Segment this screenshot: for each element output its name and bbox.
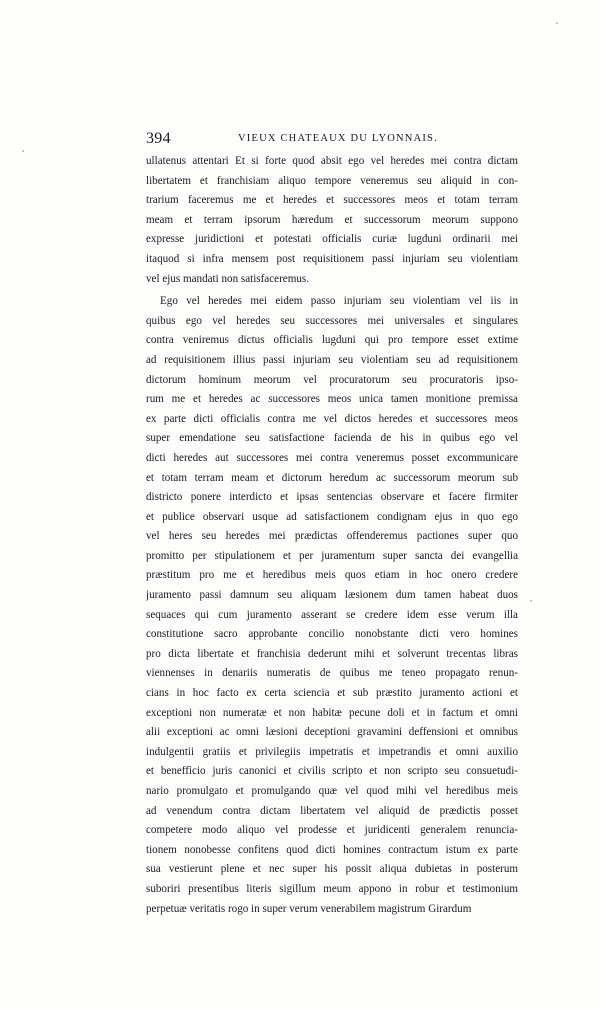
text-line: competere modo aliquo vel prodesse et juridicenti generalem renuncia- [146, 824, 518, 837]
text-line: et publice observari usque ad satisfactionem condignam ejus in quo ego [146, 510, 518, 523]
text-line: vel heres seu heredes mei prædictas offenderemus pactiones super quo [146, 530, 518, 543]
text-line: et beneffìcio juris canonici et civilis scripto et non scripto seu consuetudi- [146, 765, 518, 778]
text-line: super emendatione seu satisfactione facienda de his in quibus ego vel [146, 432, 518, 445]
text-line: viennenses in denariis numeratis de quibus me teneo propagato renun- [146, 667, 518, 680]
text-line: ullatenus attentari Et si forte quod absit ego vel heredes mei contra dictam [146, 155, 518, 167]
text-line: exceptioni non numeratæ et non habitæ pecune doli et in factum et omni [146, 706, 518, 719]
text-line: libertatem et franchisiam aliquo tempore veneremus seu aliquid in con- [146, 174, 518, 187]
paragraph [146, 152, 518, 289]
text-line: districto ponere interdicto et ipsas sentencias observare et facere firmiter [146, 491, 518, 504]
text-line: tionem nonobesse confitens quod dicti homines contractum istum ex parte [146, 843, 518, 856]
text-line: nario promulgato et promulgando quæ vel quod mihi vel heredibus meis [146, 785, 518, 797]
text-line: meam et terram ipsorum hæredum et successorum meorum suppono [146, 213, 518, 226]
text-line: vel ejus mandati non satisfaceremus. [146, 272, 309, 285]
text-line: et totam terram meam et dictorum heredum ac successorum meorum sub [146, 471, 518, 484]
text-line: juramento passi damnum seu aliquam læsionem dum tamen habeat duos [146, 589, 518, 602]
paper-speck [556, 22, 558, 24]
text-line: indulgentii gratiis et privilegiis impetratis et impetrandis et omni auxilio [146, 745, 518, 758]
text-line: dicti heredes aut successores mei contra veneremus posset excommunicare [146, 451, 518, 464]
text-line: promitto per stipulationem et per juramentum super sancta dei evangellia [146, 549, 518, 562]
text-line: rum me et heredes ac successores meos unica tamen monitione premissa [146, 393, 518, 406]
text-line: perpetuæ veritatis rogo in super verum venerabilem magistrum Girardum [146, 902, 472, 915]
text-line: itaquod si infra mensem post requisitionem passi injuriam seu violentiam [146, 252, 518, 265]
text-line: Ego vel heredes mei eidem passo injuriam seu violentiam vel iis in [160, 295, 518, 308]
page-header [146, 130, 518, 150]
text-line: ad venendum contra dictam libertatem vel aliquid de prædictis posset [146, 804, 518, 817]
page-number: 394 [146, 130, 171, 147]
text-line: contra veniremus dictus officialis lugduni qui pro tempore esset extime [146, 334, 518, 347]
text-line: alii exceptioni ac omni læsioni deceptioni gravamini deffensioni et omnibus [146, 726, 518, 739]
text-line: sequaces qui cum juramento asserant se credere idem esse verum illa [146, 608, 518, 621]
text-line: sua vestierunt plene et nec super his possit aliqua dubietas in posterum [146, 863, 518, 876]
body-text [146, 152, 518, 919]
text-line: trarium faceremus me et heredes et successores meos et totam terram [146, 194, 518, 207]
text-line: dictorum hominum meorum vel procuratorum seu procuratoris ipso- [146, 373, 518, 386]
text-line: præstitum pro me et heredibus meis quos etiam in hoc onero credere [146, 569, 518, 582]
text-line: cians in hoc facto ex certa sciencia et sub præstito juramento actioni et [146, 687, 518, 700]
text-line: suboriri presentibus literis sigillum meum appono in robur et testimonium [146, 882, 518, 895]
text-line: ex parte dicti officialis contra me vel dictos heredes et successores meos [146, 412, 518, 425]
text-line: quibus ego vel heredes seu successores mei universales et singulares [146, 314, 518, 327]
paper-speck [22, 150, 24, 152]
paper-speck [530, 600, 532, 602]
paragraph [146, 292, 518, 919]
running-title: VIEUX CHATEAUX DU LYONNAIS. [238, 133, 438, 144]
text-line: expresse juridictioni et potestati officialis curiæ lugduni ordinarii mei [146, 233, 518, 246]
text-line: pro dicta libertate et franchisia dederunt mihi et solverunt trecentas libras [146, 647, 518, 660]
text-line: ad requisitionem illius passi injuriam seu violentiam seu ad requisitionem [146, 353, 518, 366]
text-line: constitutione sacro approbante concilio nonobstante dicti vero homines [146, 628, 518, 641]
